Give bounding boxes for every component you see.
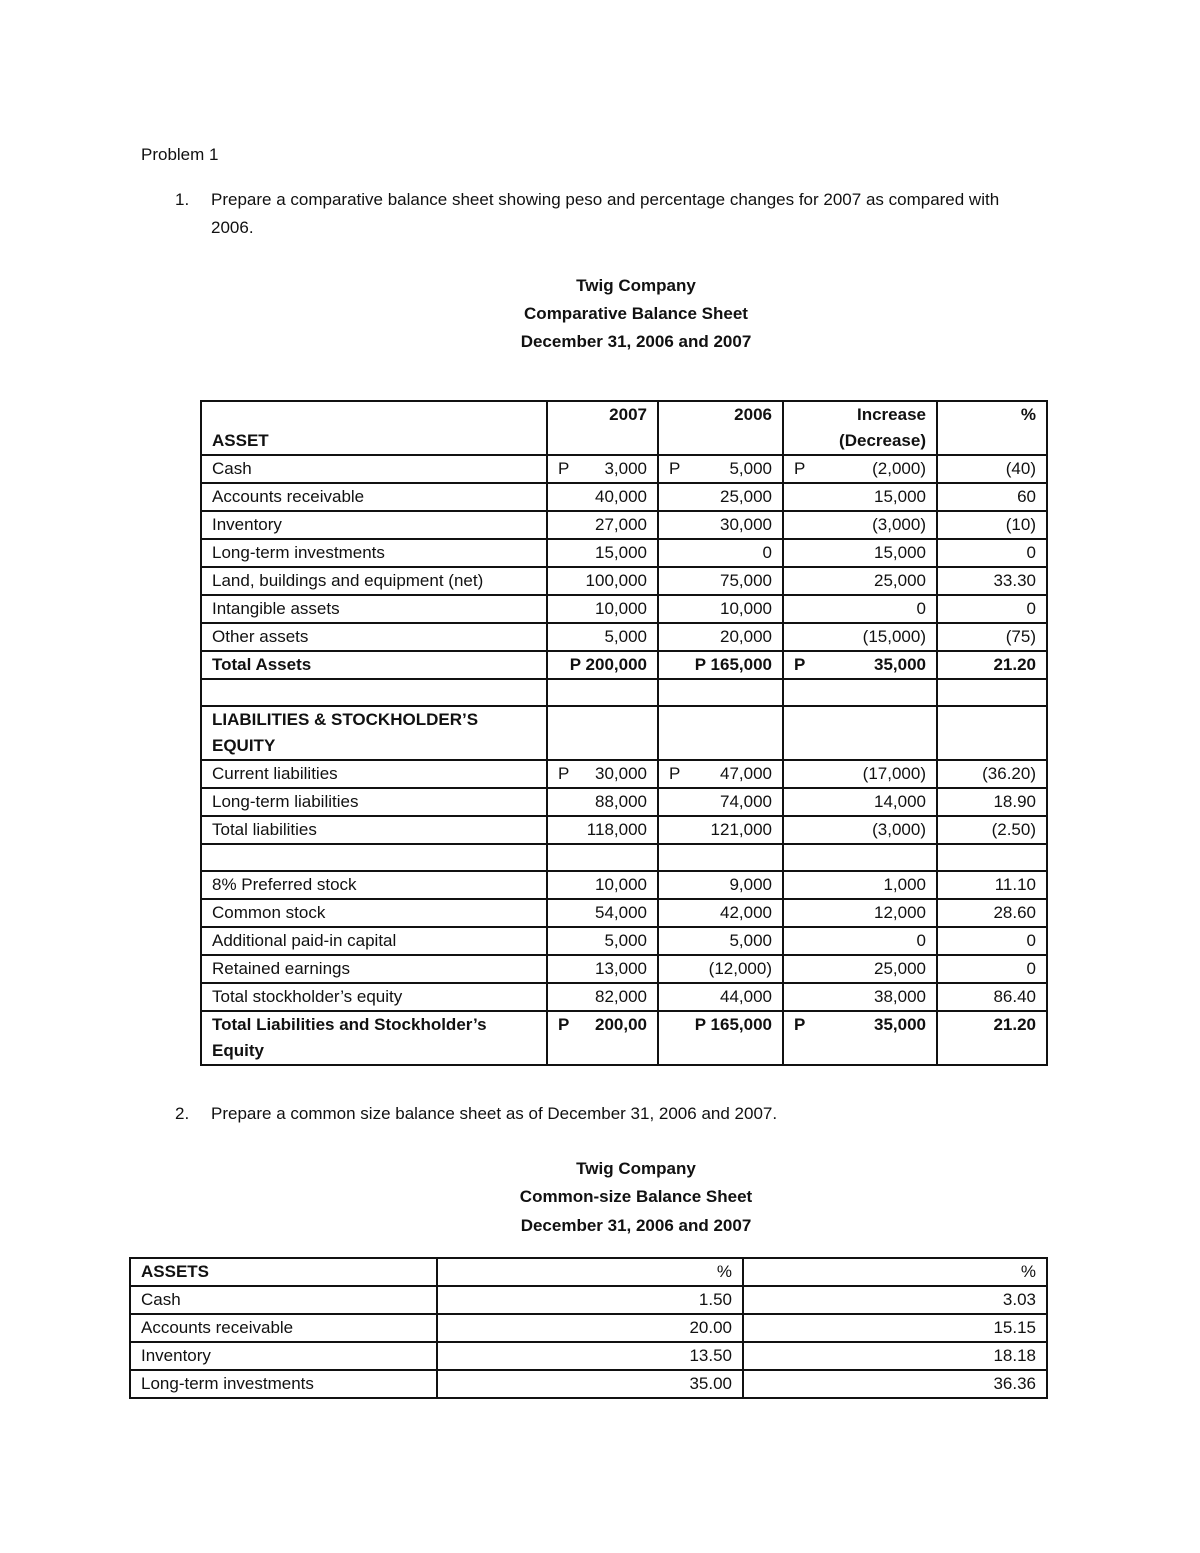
cell-2006 <box>658 595 783 623</box>
cell-2006-value: 44,000 <box>720 987 772 1006</box>
table-row <box>130 1342 1047 1370</box>
cell-2007 <box>547 816 658 844</box>
cell-change <box>783 816 937 844</box>
cell-pct-1: 13.50 <box>437 1342 743 1370</box>
cell-2006 <box>658 539 783 567</box>
blank-cell <box>201 679 547 706</box>
row-label-value: Total liabilities <box>212 820 317 839</box>
cell-2006 <box>658 927 783 955</box>
cell-2007 <box>547 511 658 539</box>
row-label <box>201 455 547 483</box>
cell-2007-value: P 200,000 <box>569 655 647 674</box>
cell-2007-value: 30,000 <box>595 764 647 783</box>
row-label-value: Total stockholder’s equity <box>212 987 403 1006</box>
row-label <box>201 899 547 927</box>
cell-change-value: (15,000) <box>862 627 926 646</box>
cell-change <box>783 567 937 595</box>
cell-percent <box>937 595 1047 623</box>
table-row <box>201 899 1047 927</box>
cell-2007-value: 5,000 <box>604 931 647 950</box>
row-label <box>201 511 547 539</box>
table-row <box>201 816 1047 844</box>
cell-change-value: 15,000 <box>874 487 926 506</box>
cell-change <box>783 983 937 1011</box>
row-label: Cash <box>130 1286 437 1314</box>
cell-change-value: (3,000) <box>872 820 926 839</box>
cell-2007 <box>547 788 658 816</box>
row-label-value: Current liabilities <box>212 764 338 783</box>
cell-2006-value: 5,000 <box>729 931 772 950</box>
header-pct-2: % <box>743 1258 1047 1286</box>
header-percent: % <box>937 401 1047 455</box>
problem-title: Problem 1 <box>141 145 219 164</box>
cell-2007-value: 13,000 <box>595 959 647 978</box>
cell-2007-value: 54,000 <box>595 903 647 922</box>
blank-cell <box>547 844 658 871</box>
cell-change <box>783 788 937 816</box>
question-number: 1. <box>175 190 190 209</box>
header-asset: ASSET <box>201 401 547 455</box>
cell-change-value: 15,000 <box>874 543 926 562</box>
cell-2007 <box>547 899 658 927</box>
cell-2006-value: 121,000 <box>710 820 772 839</box>
table-row <box>201 983 1047 1011</box>
cell-2006-value: 25,000 <box>720 487 772 506</box>
cell-percent-value: 0 <box>1026 599 1036 618</box>
cell-change-value: 12,000 <box>874 903 926 922</box>
cell-2007 <box>547 595 658 623</box>
cell-2006-value: 20,000 <box>720 627 772 646</box>
statement-date: December 31, 2006 and 2007 <box>520 332 752 351</box>
table-header-row <box>201 401 1047 455</box>
cell-2007-value: 100,000 <box>585 571 647 590</box>
row-label <box>201 1011 547 1065</box>
cell-percent-value: 21.20 <box>993 655 1036 674</box>
blank-cell <box>658 706 783 760</box>
blank-cell <box>937 706 1047 760</box>
cell-percent-value: 11.10 <box>994 875 1036 894</box>
cell-2006 <box>658 899 783 927</box>
table-row <box>201 651 1047 679</box>
cell-change <box>783 483 937 511</box>
cell-percent-value: (36.20) <box>982 764 1036 783</box>
row-label-value: Long-term liabilities <box>212 792 359 811</box>
table-row <box>201 539 1047 567</box>
cell-percent-value: (2.50) <box>991 820 1036 839</box>
cell-2006-value: (12,000) <box>708 959 772 978</box>
row-label-value: Cash <box>212 459 252 478</box>
blank-cell <box>783 844 937 871</box>
cell-percent <box>937 1011 1047 1065</box>
blank-row <box>201 679 1047 706</box>
cell-2007-value: 10,000 <box>595 875 647 894</box>
cell-2007-value: 82,000 <box>595 987 647 1006</box>
cell-change <box>783 455 937 483</box>
blank-cell <box>201 844 547 871</box>
cell-2006 <box>658 1011 783 1065</box>
company-name-2: Twig Company <box>576 1159 696 1178</box>
cell-change-value: 1,000 <box>883 875 926 894</box>
cell-2006 <box>658 483 783 511</box>
currency-prefix: P <box>558 764 570 783</box>
currency-prefix: P <box>794 459 806 478</box>
table-row <box>130 1286 1047 1314</box>
cell-2007 <box>547 955 658 983</box>
cell-change <box>783 651 937 679</box>
cell-2007-value: 15,000 <box>595 543 647 562</box>
cell-change <box>783 1011 937 1065</box>
row-label-value: Land, buildings and equipment (net) <box>212 571 484 590</box>
cell-percent <box>937 651 1047 679</box>
row-label-value: Retained earnings <box>212 959 350 978</box>
cell-percent-value: (40) <box>1005 459 1036 478</box>
row-label-value: Long-term investments <box>212 543 385 562</box>
cell-percent <box>937 899 1047 927</box>
row-label <box>201 871 547 899</box>
cell-2007 <box>547 539 658 567</box>
cell-percent <box>937 511 1047 539</box>
table-row <box>201 623 1047 651</box>
header-decrease: (Decrease) <box>839 431 926 450</box>
cell-change <box>783 511 937 539</box>
row-label <box>201 651 547 679</box>
cell-2007 <box>547 483 658 511</box>
cell-2006 <box>658 955 783 983</box>
table-row <box>201 455 1047 483</box>
question-text: Prepare a comparative balance sheet showing peso and percentage changes for 2007 as compared with 2006. <box>211 190 1000 237</box>
cell-change <box>783 595 937 623</box>
cell-percent <box>937 455 1047 483</box>
cell-pct-2: 36.36 <box>743 1370 1047 1398</box>
header-assets: ASSETS <box>130 1258 437 1286</box>
row-label-value: Common stock <box>212 903 326 922</box>
cell-2007 <box>547 567 658 595</box>
cell-change <box>783 539 937 567</box>
question-text: Prepare a common size balance sheet as of December 31, 2006 and 2007. <box>211 1104 778 1123</box>
row-label-value: Accounts receivable <box>212 487 365 506</box>
row-label <box>201 788 547 816</box>
blank-cell <box>937 844 1047 871</box>
cell-2007 <box>547 1011 658 1065</box>
cell-2006 <box>658 567 783 595</box>
cell-change-value: 38,000 <box>874 987 926 1006</box>
table-row <box>201 927 1047 955</box>
cell-change-value: 14,000 <box>874 792 926 811</box>
question-number: 2. <box>175 1104 190 1123</box>
blank-cell <box>547 679 658 706</box>
row-label-value: Additional paid-in capital <box>212 931 397 950</box>
blank-cell <box>547 706 658 760</box>
cell-percent-value: (75) <box>1005 627 1036 646</box>
blank-row <box>201 844 1047 871</box>
cell-change <box>783 955 937 983</box>
header-pct-1: % <box>437 1258 743 1286</box>
blank-cell <box>658 844 783 871</box>
cell-percent-value: 21.20 <box>993 1015 1036 1034</box>
cell-percent-value: 0 <box>1026 543 1036 562</box>
row-label <box>201 623 547 651</box>
cell-change <box>783 623 937 651</box>
cell-2006-value: 47,000 <box>720 764 772 783</box>
table-row <box>201 760 1047 788</box>
header-increase: Increase <box>857 405 926 424</box>
cell-2006 <box>658 816 783 844</box>
cell-pct-2: 18.18 <box>743 1342 1047 1370</box>
header-2007: 2007 <box>547 401 658 455</box>
header-change <box>783 401 937 455</box>
table-row <box>201 511 1047 539</box>
cell-percent-value: 0 <box>1026 959 1036 978</box>
cell-pct-2: 3.03 <box>743 1286 1047 1314</box>
row-label-value: Total Assets <box>212 655 312 674</box>
row-label-value: Total Liabilities and Stockholder’s Equity <box>212 1015 487 1060</box>
cell-percent-value: 86.40 <box>993 987 1036 1006</box>
row-label-value: 8% Preferred stock <box>212 875 357 894</box>
cell-percent <box>937 760 1047 788</box>
cell-change <box>783 899 937 927</box>
cell-percent-value: 18.90 <box>993 792 1036 811</box>
cell-2006 <box>658 788 783 816</box>
row-label-value: Intangible assets <box>212 599 340 618</box>
cell-2006 <box>658 983 783 1011</box>
cell-2006-value: P 165,000 <box>694 1015 772 1034</box>
cell-2007-value: 40,000 <box>595 487 647 506</box>
currency-prefix: P <box>558 459 570 478</box>
cell-percent <box>937 567 1047 595</box>
blank-cell <box>783 706 937 760</box>
cell-percent-value: 33.30 <box>993 571 1036 590</box>
cell-percent-value: 0 <box>1026 931 1036 950</box>
cell-change-value: 0 <box>916 931 926 950</box>
cell-2007-value: 10,000 <box>595 599 647 618</box>
row-label <box>201 567 547 595</box>
cell-pct-1: 35.00 <box>437 1370 743 1398</box>
cell-percent <box>937 983 1047 1011</box>
company-name: Twig Company <box>576 276 696 295</box>
cell-percent-value: (10) <box>1005 515 1036 534</box>
cell-2006 <box>658 623 783 651</box>
cell-percent <box>937 871 1047 899</box>
row-label <box>201 483 547 511</box>
row-label <box>201 816 547 844</box>
statement-title: Comparative Balance Sheet <box>524 304 748 323</box>
cell-2006-value: 75,000 <box>720 571 772 590</box>
cell-change-value: 0 <box>916 599 926 618</box>
header-2006: 2006 <box>658 401 783 455</box>
section-header-row <box>201 706 1047 760</box>
statement-date-2: December 31, 2006 and 2007 <box>520 1216 752 1235</box>
row-label <box>201 927 547 955</box>
currency-prefix: P <box>558 1015 570 1034</box>
row-label <box>201 760 547 788</box>
blank-cell <box>937 679 1047 706</box>
cell-change <box>783 927 937 955</box>
cell-pct-1: 1.50 <box>437 1286 743 1314</box>
cell-change-value: 35,000 <box>874 655 926 674</box>
cell-2006-value: 30,000 <box>720 515 772 534</box>
cell-2007-value: 88,000 <box>595 792 647 811</box>
blank-cell <box>783 679 937 706</box>
currency-prefix: P <box>669 459 681 478</box>
cell-change <box>783 871 937 899</box>
cell-2006-value: 0 <box>762 543 772 562</box>
cell-2007 <box>547 927 658 955</box>
cell-change-value: 35,000 <box>874 1015 926 1034</box>
cell-percent <box>937 816 1047 844</box>
cell-2007-value: 3,000 <box>604 459 647 478</box>
cell-percent-value: 28.60 <box>993 903 1036 922</box>
row-label-value: Other assets <box>212 627 309 646</box>
cell-change-value: (17,000) <box>862 764 926 783</box>
row-label <box>201 955 547 983</box>
cell-change-value: (3,000) <box>872 515 926 534</box>
cell-percent <box>937 788 1047 816</box>
row-label <box>201 595 547 623</box>
table-row <box>201 955 1047 983</box>
cell-percent <box>937 955 1047 983</box>
table-row <box>130 1314 1047 1342</box>
cell-2006 <box>658 651 783 679</box>
currency-prefix: P <box>794 1015 806 1034</box>
cell-2007 <box>547 455 658 483</box>
cell-2007 <box>547 983 658 1011</box>
cell-2007 <box>547 623 658 651</box>
row-label <box>201 539 547 567</box>
blank-cell <box>658 679 783 706</box>
cell-2006 <box>658 455 783 483</box>
table-row <box>201 483 1047 511</box>
cell-2006 <box>658 871 783 899</box>
cell-percent <box>937 539 1047 567</box>
table-row <box>201 871 1047 899</box>
cell-change-value: (2,000) <box>872 459 926 478</box>
cell-2007-value: 118,000 <box>586 820 647 839</box>
row-label-value: Inventory <box>212 515 282 534</box>
cell-2006-value: 74,000 <box>720 792 772 811</box>
liabilities-equity-header: LIABILITIES & STOCKHOLDER’S EQUITY <box>201 706 547 760</box>
table-row <box>201 788 1047 816</box>
table-row <box>130 1370 1047 1398</box>
row-label: Accounts receivable <box>130 1314 437 1342</box>
cell-2006-value: 5,000 <box>729 459 772 478</box>
cell-change <box>783 760 937 788</box>
comparative-balance-sheet-table <box>200 400 1048 1066</box>
cell-2006-value: 9,000 <box>729 875 772 894</box>
cell-2006 <box>658 760 783 788</box>
currency-prefix: P <box>794 655 806 674</box>
cell-2007-value: 200,00 <box>595 1015 647 1034</box>
cell-2006 <box>658 511 783 539</box>
cell-2007-value: 27,000 <box>595 515 647 534</box>
currency-prefix: P <box>669 764 681 783</box>
cell-2007-value: 5,000 <box>604 627 647 646</box>
table-row <box>201 595 1047 623</box>
cell-2006-value: 10,000 <box>720 599 772 618</box>
cell-percent <box>937 623 1047 651</box>
cell-2006-value: 42,000 <box>720 903 772 922</box>
cell-percent <box>937 927 1047 955</box>
statement-title-2: Common-size Balance Sheet <box>519 1187 753 1206</box>
cell-pct-1: 20.00 <box>437 1314 743 1342</box>
table-row <box>201 567 1047 595</box>
cell-2007 <box>547 760 658 788</box>
cell-percent-value: 60 <box>1017 487 1036 506</box>
row-label: Inventory <box>130 1342 437 1370</box>
cell-pct-2: 15.15 <box>743 1314 1047 1342</box>
table-header-row <box>130 1258 1047 1286</box>
cell-change-value: 25,000 <box>874 571 926 590</box>
cell-2006-value: P 165,000 <box>694 655 772 674</box>
row-label: Long-term investments <box>130 1370 437 1398</box>
cell-percent <box>937 483 1047 511</box>
common-size-balance-sheet-table <box>129 1257 1048 1399</box>
cell-2007 <box>547 651 658 679</box>
cell-2007 <box>547 871 658 899</box>
cell-change-value: 25,000 <box>874 959 926 978</box>
table-row <box>201 1011 1047 1065</box>
row-label <box>201 983 547 1011</box>
